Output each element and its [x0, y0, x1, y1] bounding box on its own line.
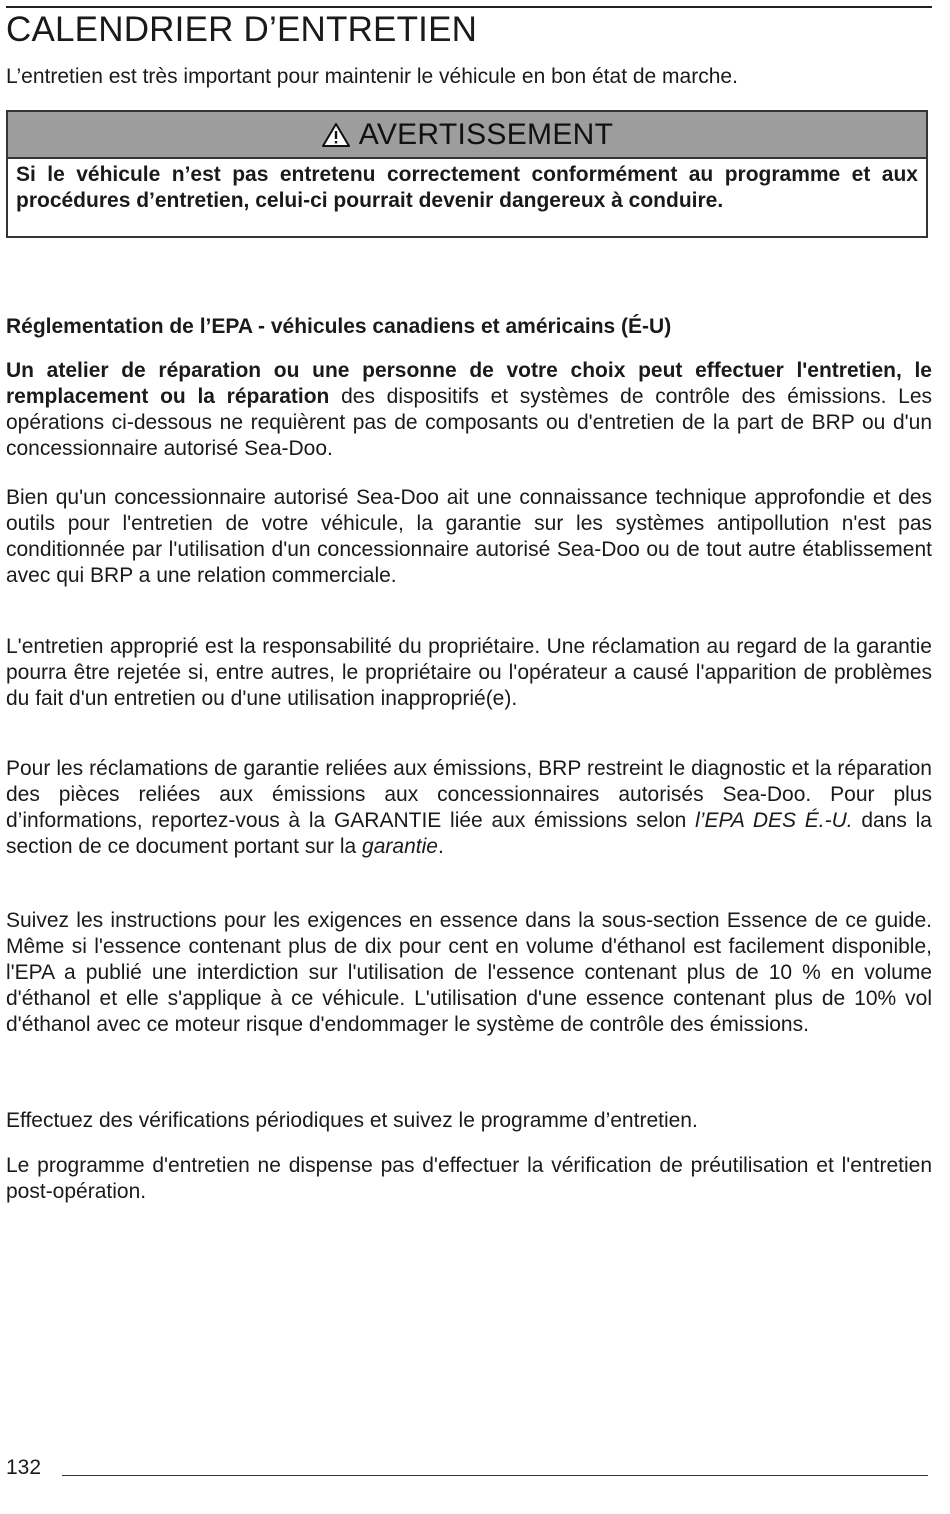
page-number: 132	[6, 1456, 42, 1479]
warning-triangle-icon	[321, 122, 351, 148]
paragraph-5: Suivez les instructions pour les exigences en essence dans la sous-section Essence de ce guide. Même si l'essence contenant plus de dix pour cent en volume d'éthanol est facilement disponible, l'EPA a publié une interdiction sur l'utilisation de l'essence contenant plus de 10 % en volume d'éthanol et elle s'applique à ce véhicule. L'utilisation d'une essence contenant plus de 10% vol d'éthanol avec ce moteur risque d'endommager le système de contrôle des émissions.	[6, 909, 932, 1036]
paragraph-4-b: dans la section de ce document portant sur la	[6, 809, 932, 858]
paragraph-4-italic-epa: l’EPA DES É.-U.	[695, 809, 853, 832]
paragraph-2: Bien qu'un concessionnaire autorisé Sea-Doo ait une connaissance technique approfondie et des outils pour l'entretien de votre véhicule, la garantie sur les systèmes antipollution n'est pas conditionnée par l'utilisation d'un concessionnaire autorisé Sea-Doo ou de tout autre établissement avec qui BRP a une relation commerciale.	[6, 486, 932, 587]
paragraph-3: L'entretien approprié est la responsabilité du propriétaire. Une réclamation au regard de la garantie pourra être rejetée si, entre autres, le propriétaire ou l'opérateur a causé l'apparition de problèmes du fait d'un entretien ou d'une utilisation inapproprié(e).	[6, 635, 932, 710]
paragraph-6: Effectuez des vérifications périodiques et suivez le programme d’entretien.	[6, 1109, 698, 1132]
section-heading: Réglementation de l’EPA - véhicules canadiens et américains (É-U)	[6, 315, 672, 338]
paragraph-4-a: Pour les réclamations de garantie reliées aux émissions, BRP restreint le diagnostic et la réparation des pièces reliées aux émissions aux concessionnaires autorisés Sea-Doo. Pour plus d’informations, reportez-vous à la GARANTIE liée aux émissions selon	[6, 757, 932, 832]
paragraph-4	[6, 756, 932, 860]
warning-box	[6, 110, 928, 238]
paragraph-1-rest: des dispositifs et systèmes de contrôle des émissions. Les opérations ci-dessous ne requièrent pas de composants ou d'entretien de la part de BRP ou d'un concessionnaire autorisé Sea-Doo.	[6, 385, 932, 460]
paragraph-4-italic-garantie: garantie	[362, 835, 438, 858]
top-rule	[6, 6, 932, 8]
paragraph-1-bold: Un atelier de réparation ou une personne de votre choix peut effectuer l'entretien, le remplacement ou la réparation	[6, 359, 932, 408]
warning-header	[8, 112, 926, 159]
footer-rule	[62, 1475, 928, 1476]
warning-title: AVERTISSEMENT	[358, 117, 614, 151]
intro-text: L’entretien est très important pour maintenir le véhicule en bon état de marche.	[6, 65, 738, 88]
paragraph-1	[6, 358, 932, 462]
paragraph-7: Le programme d'entretien ne dispense pas d'effectuer la vérification de préutilisation et l'entretien post-opération.	[6, 1154, 932, 1203]
paragraph-4-end: .	[437, 835, 444, 858]
warning-body: Si le véhicule n’est pas entretenu correctement conformément au programme et aux procédures d’entretien, celui-ci pourrait devenir dangereux à conduire.	[16, 163, 918, 212]
page-title: CALENDRIER D’ENTRETIEN	[6, 10, 478, 49]
